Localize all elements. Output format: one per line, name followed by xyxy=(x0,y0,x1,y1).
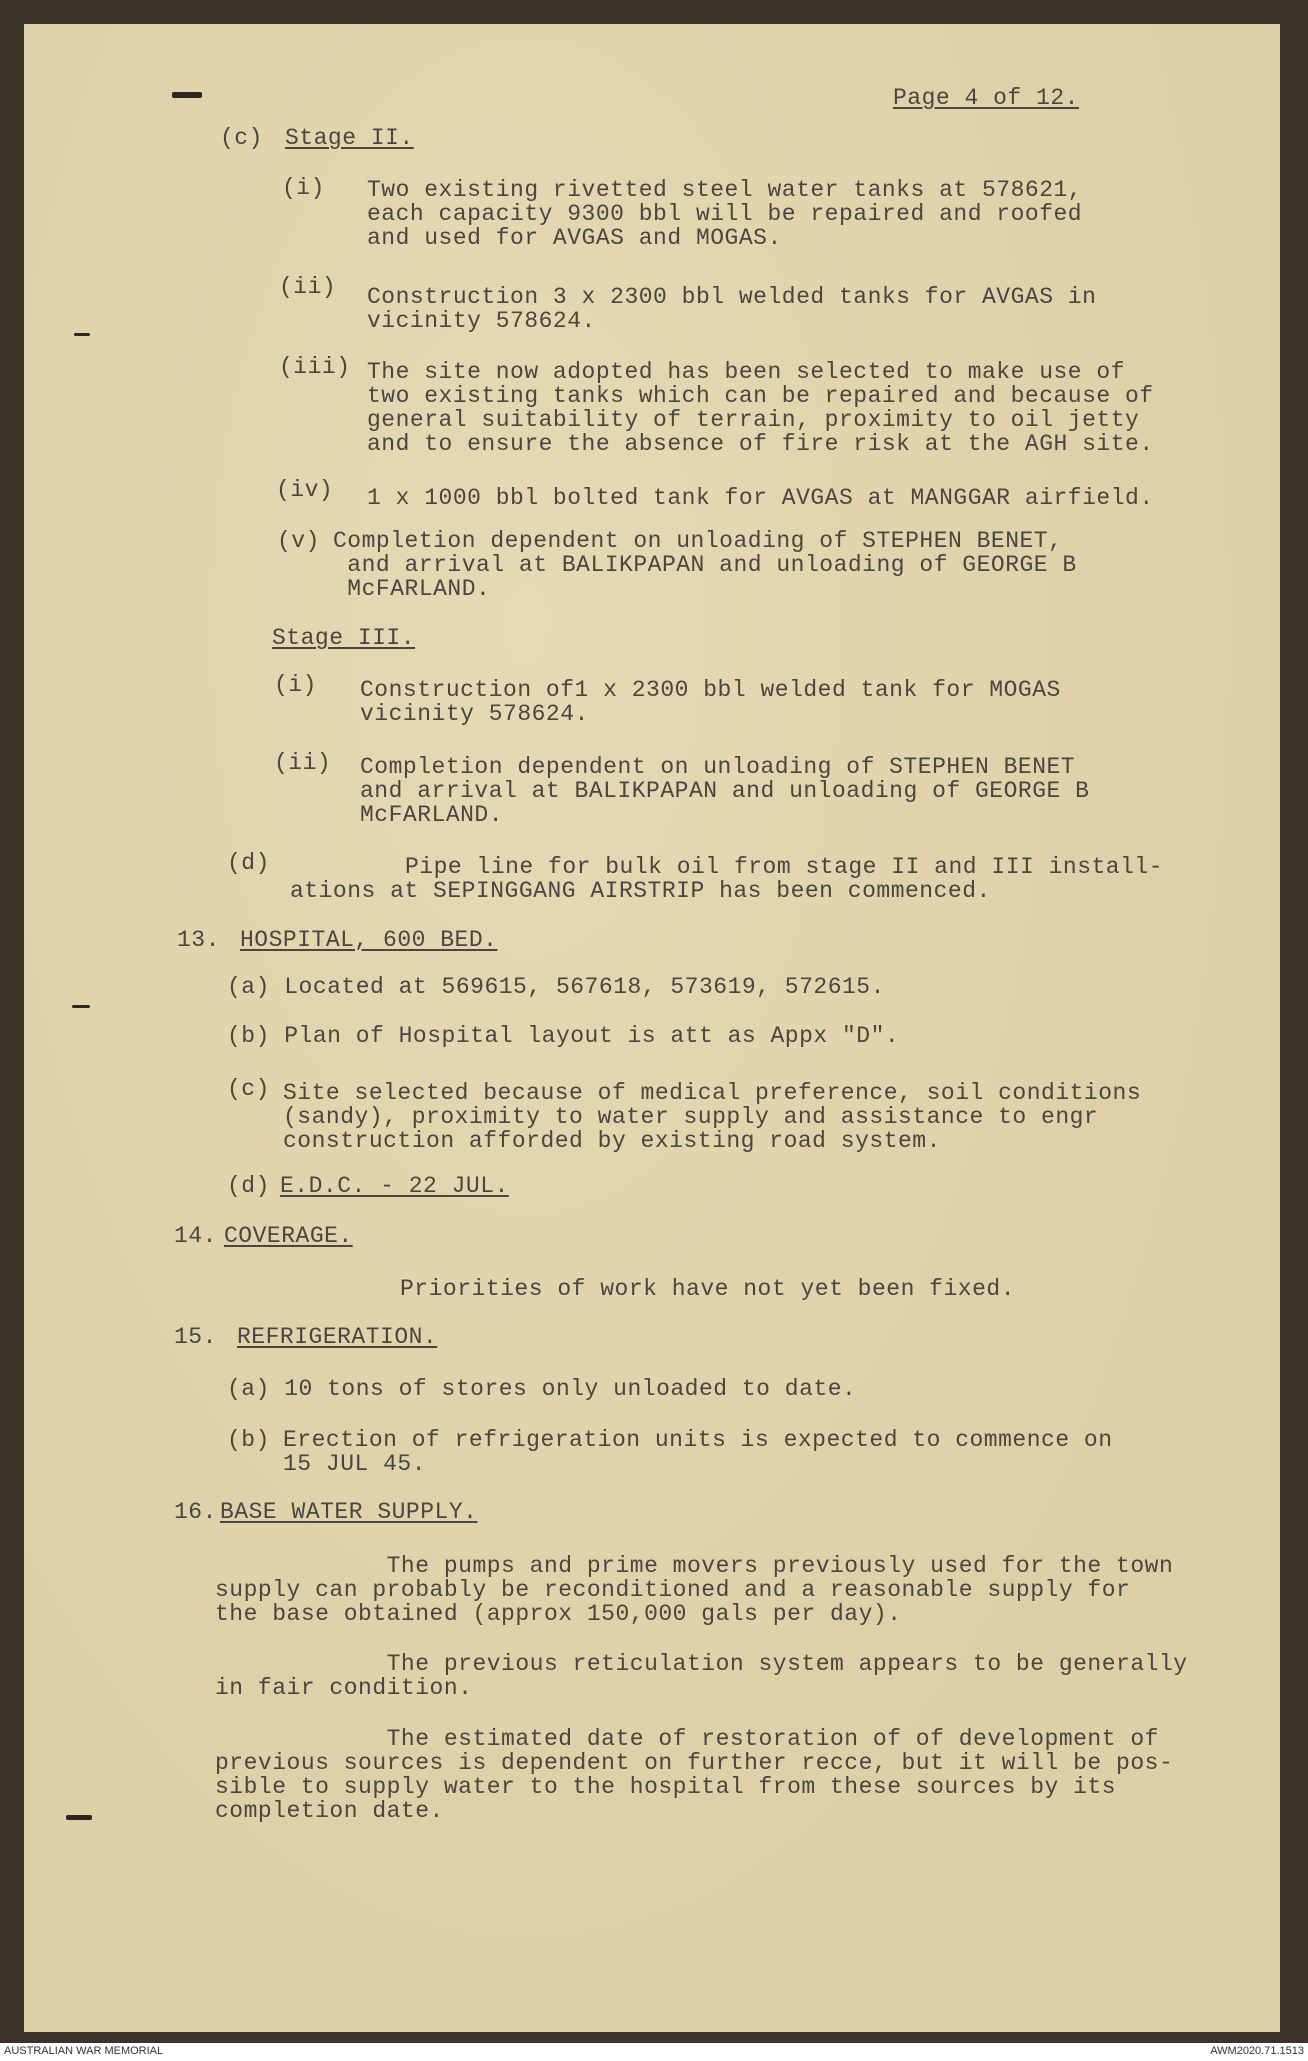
hospital-num: 13. xyxy=(177,927,220,953)
pipeline-cont: ations at SEPINGGANG AIRSTRIP has been commenced. xyxy=(290,878,991,904)
hospital-d-num: (d) xyxy=(227,1173,270,1199)
margin-mark xyxy=(66,1815,92,1820)
stage2-heading: Stage II. xyxy=(285,125,414,151)
hospital-d-text: E.D.C. - 22 JUL. xyxy=(280,1173,509,1199)
stage3-ii-text: Completion dependent on unloading of STEPHEN BENET and arrival at BALIKPAPAN and unloading of GEORGE B McFARLAND. xyxy=(360,754,1090,828)
refrigeration-heading: REFRIGERATION. xyxy=(237,1324,438,1350)
stage2-iv-num: (iv) xyxy=(276,477,334,503)
footer-left: AUSTRALIAN WAR MEMORIAL xyxy=(4,2045,164,2057)
stage2-i-num: (i) xyxy=(282,175,325,201)
coverage-heading: COVERAGE. xyxy=(224,1223,353,1249)
margin-mark xyxy=(172,92,202,98)
coverage-text: Priorities of work have not yet been fixed. xyxy=(400,1276,1015,1302)
pipeline-num: (d) xyxy=(227,850,270,876)
margin-mark xyxy=(74,333,90,336)
water-p3: The estimated date of restoration of of development of previous sources is dependent on further recce, but it will be pos- sible to supply water to the hospital from these sources by its completion date. xyxy=(215,1726,1174,1824)
stage3-ii-num: (ii) xyxy=(274,750,332,776)
refrigeration-num: 15. xyxy=(174,1324,217,1350)
stage2-num: (c) xyxy=(220,125,263,151)
water-p2: The previous reticulation system appears to be generally in fair condition. xyxy=(215,1651,1188,1701)
refrigeration-b-text: Erection of refrigeration units is expected to commence on 15 JUL 45. xyxy=(283,1427,1113,1477)
stage2-i-text: Two existing rivetted steel water tanks at 578621, each capacity 9300 bbl will be repaired and roofed and used for AVGAS and MOGAS. xyxy=(367,177,1083,251)
stage2-iii-num: (iii) xyxy=(279,354,351,380)
page-number: Page 4 of 12. xyxy=(893,85,1079,111)
stage3-i-num: (i) xyxy=(274,672,317,698)
hospital-c-num: (c) xyxy=(227,1076,270,1102)
archive-footer xyxy=(0,2043,1308,2061)
water-num: 16. xyxy=(174,1499,217,1525)
footer-right: AWM2020.71.1513 xyxy=(1210,2045,1304,2057)
pipeline-text: Pipe line for bulk oil from stage II and III install- xyxy=(405,854,1164,880)
stage2-ii-text: Construction 3 x 2300 bbl welded tanks for AVGAS in vicinity 578624. xyxy=(367,284,1097,334)
stage3-heading: Stage III. xyxy=(272,625,416,651)
coverage-num: 14. xyxy=(174,1223,217,1249)
stage2-ii-num: (ii) xyxy=(279,274,337,300)
stage2-iv-text: 1 x 1000 bbl bolted tank for AVGAS at MANGGAR airfield. xyxy=(367,485,1154,511)
stage3-i-text: Construction of1 x 2300 bbl welded tank for MOGAS vicinity 578624. xyxy=(360,677,1061,727)
hospital-c-text: Site selected because of medical preference, soil conditions (sandy), proximity to water supply and assistance to engr construction afforded by existing road system. xyxy=(283,1080,1142,1154)
hospital-b: (b) Plan of Hospital layout is att as Appx "D". xyxy=(227,1023,900,1049)
stage2-v-text: Completion dependent on unloading of STEPHEN BENET, and arrival at BALIKPAPAN and unloading of GEORGE B McFARLAND. xyxy=(333,528,1077,602)
water-p1: The pumps and prime movers previously used for the town supply can probably be reconditioned and a reasonable supply for the base obtained (approx 150,000 gals per day). xyxy=(215,1553,1174,1627)
refrigeration-a: (a) 10 tons of stores only unloaded to date. xyxy=(227,1376,857,1402)
refrigeration-b-num: (b) xyxy=(227,1427,270,1453)
stage2-iii-text: The site now adopted has been selected to make use of two existing tanks which can be repaired and because of general suitability of terrain, proximity to oil jetty and to ensure the absence of fire risk at the AGH site. xyxy=(367,359,1154,457)
hospital-a: (a) Located at 569615, 567618, 573619, 572615. xyxy=(227,974,885,1000)
water-heading: BASE WATER SUPPLY. xyxy=(220,1499,478,1525)
stage2-v-num: (v) xyxy=(277,528,320,554)
hospital-heading: HOSPITAL, 600 BED. xyxy=(240,927,498,953)
margin-mark xyxy=(72,1005,90,1008)
